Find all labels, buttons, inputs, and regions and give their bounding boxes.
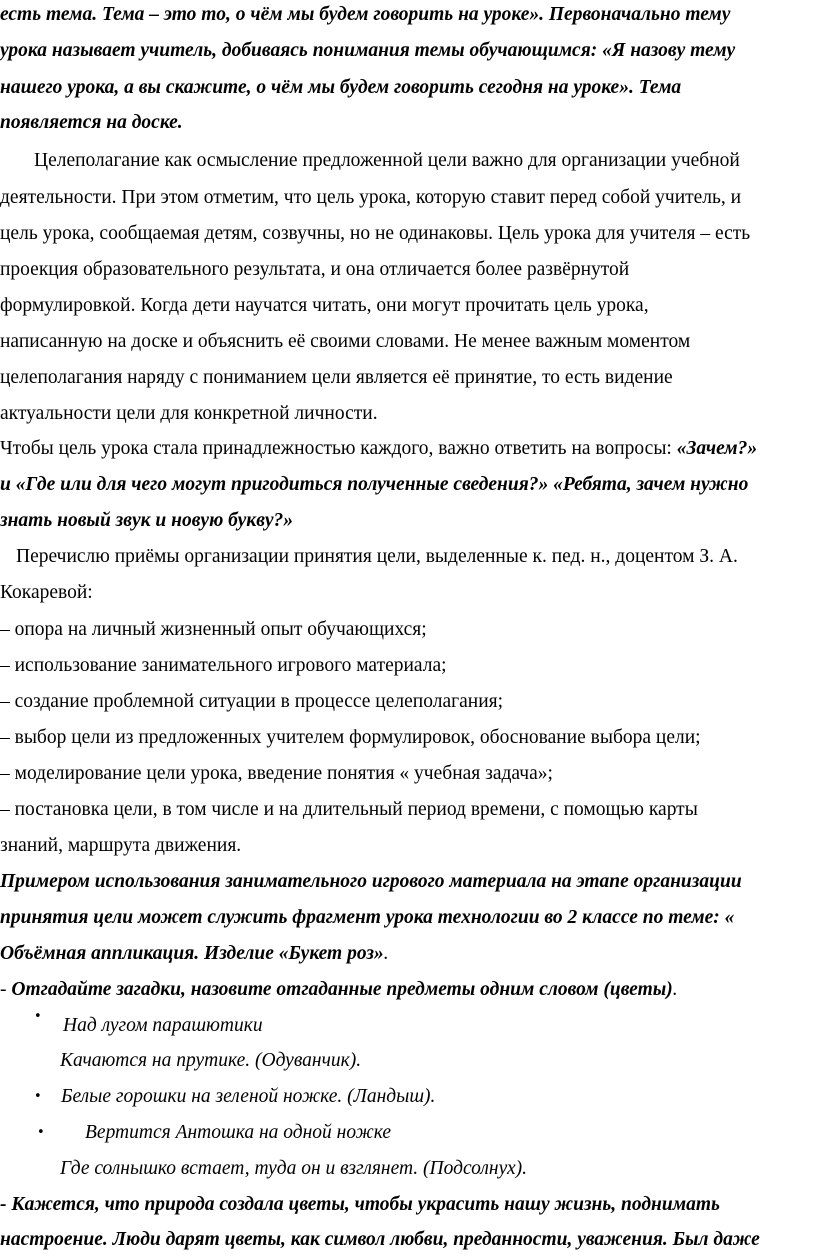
para1-line4: появляется на доске.: [0, 112, 183, 133]
list-item: – опора на личный жизненный опыт обучающихся;: [0, 619, 427, 640]
para5-line1: Примером использования занимательного игрового материала на этапе организации: [0, 871, 742, 892]
riddle3-line2: Где солнышко встает, туда он и взглянет. (Подсолнух).: [60, 1158, 528, 1179]
para6-line2: настроение. Люди дарят цветы, как символ любви, преданности, уважения. Был даже: [0, 1229, 760, 1250]
para2-line8: актуальности цели для конкретной личности.: [0, 403, 378, 424]
para1-line1: есть тема. Тема – это то, о чём мы будем говорить на уроке». Первоначально тему: [0, 4, 731, 25]
para2-line5: формулировкой. Когда дети научатся читать, они могут прочитать цель урока,: [0, 295, 649, 316]
riddle1-line2: Качаются на прутике. (Одуванчик).: [60, 1050, 362, 1071]
para2-line1: Целеполагание как осмысление предложенной цели важно для организации учебной: [34, 150, 740, 171]
para5-line3-title: Объёмная аппликация. Изделие «Букет роз»: [0, 943, 384, 964]
bullet-icon: •: [37, 1125, 45, 1140]
list-item-continued: знаний, маршрута движения.: [0, 835, 242, 856]
para6-line1: - Кажется, что природа создала цветы, чтобы украсить нашу жизнь, поднимать: [0, 1194, 720, 1215]
task-period: .: [672, 979, 678, 1000]
task-text: Отгадайте загадки, назовите отгаданные предметы одним словом (цветы): [11, 979, 673, 1000]
riddle3-line1: Вертится Антошка на одной ножке: [85, 1122, 392, 1143]
list-item: – выбор цели из предложенных учителем формулировок, обоснование выбора цели;: [0, 727, 701, 748]
list-item: – создание проблемной ситуации в процессе целеполагания;: [0, 691, 504, 712]
list-item: – моделирование цели урока, введение понятия « учебная задача»;: [0, 763, 553, 784]
para4-line1: Перечислю приёмы организации принятия цели, выделенные к. пед. н., доцентом З. А.: [16, 546, 738, 567]
para2-line2: деятельности. При этом отметим, что цель урока, которую ставит перед собой учитель, и: [0, 187, 742, 208]
task-dash: -: [0, 979, 12, 1000]
para1-line3: нашего урока, а вы скажите, о чём мы будем говорить сегодня на уроке». Тема: [0, 77, 682, 98]
para2-line7: целеполагания наряду с пониманием цели является её принятие, то есть видение: [0, 367, 673, 388]
para2-line4: проекция образовательного результата, и она отличается более развёрнутой: [0, 259, 630, 280]
para3-line1-question: «Зачем?»: [676, 438, 758, 459]
bullet-icon: •: [34, 1089, 42, 1104]
para3-line1-plain: Чтобы цель урока стала принадлежностью каждого, важно ответить на вопросы:: [0, 438, 677, 459]
bullet-icon: •: [34, 1009, 42, 1024]
para5-line3: [0, 935, 389, 972]
para3-line1: [0, 430, 757, 467]
para3-line3: знать новый звук и новую букву?»: [0, 510, 294, 531]
para1-line2: урока называет учитель, добиваясь понимания темы обучающимся: «Я назову тему: [0, 40, 736, 61]
para4-line2: Кокаревой:: [0, 582, 93, 603]
para5-line2: принятия цели может служить фрагмент урока технологии во 2 классе по теме: «: [0, 907, 735, 928]
task-line: [0, 971, 678, 1008]
list-item: – постановка цели, в том числе и на длительный период времени, с помощью карты: [0, 799, 698, 820]
para3-line2: и «Где или для чего могут пригодиться полученные сведения?» «Ребята, зачем нужно: [0, 474, 749, 495]
riddle1-line1: Над лугом парашютики: [63, 1015, 263, 1036]
para2-line3: цель урока, сообщаемая детям, созвучны, но не одинаковы. Цель урока для учителя – есть: [0, 223, 751, 244]
para2-line6: написанную на доске и объяснить её своими словами. Не менее важным моментом: [0, 331, 691, 352]
para5-line3-period: .: [383, 943, 389, 964]
riddle2-line1: Белые горошки на зеленой ножке. (Ландыш).: [61, 1086, 436, 1107]
list-item: – использование занимательного игрового материала;: [0, 655, 447, 676]
